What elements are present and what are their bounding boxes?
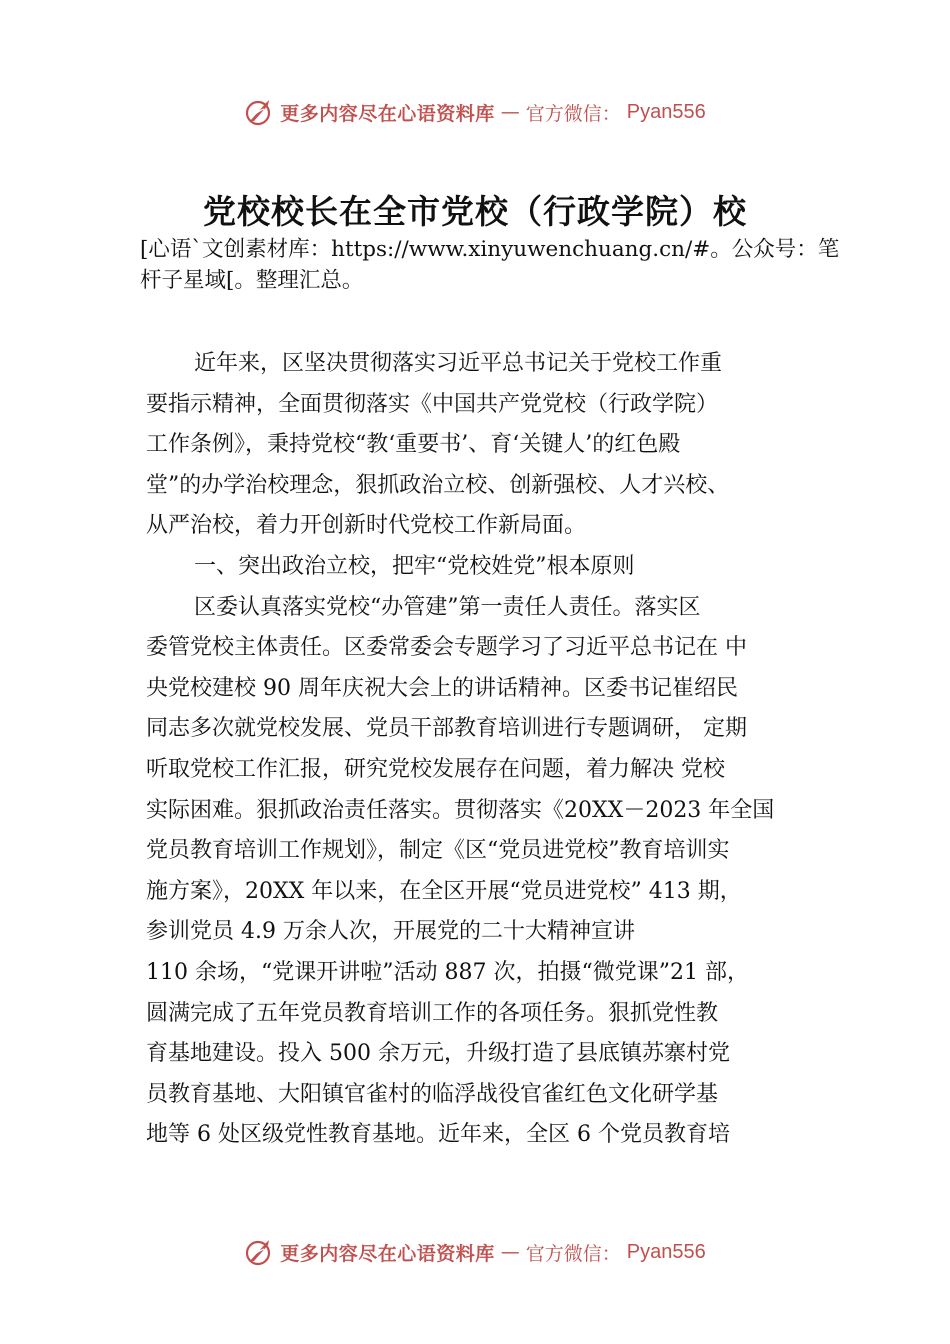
body-line: 从严治校，着力开创新时代党校工作新局面。 bbox=[146, 513, 587, 539]
banner-contact-id: Pyan556 bbox=[626, 100, 706, 123]
body-line: 党员教育培训工作规划》，制定《区“党员进党校”教育培训实 bbox=[146, 838, 730, 864]
body-line: 堂”的办学治校理念，狠抓政治立校、创新强校、人才兴校、 bbox=[146, 472, 730, 498]
quill-logo-icon bbox=[244, 1237, 274, 1267]
body-line: 要指示精神，全面贯彻落实《中国共产党党校（行政学院） bbox=[146, 391, 719, 417]
banner-text: 更多内容尽在心语资料库 bbox=[280, 1242, 495, 1265]
body-line: 区委认真落实党校“办管建”第一责任人责任。落实区 bbox=[194, 594, 701, 620]
body-line: 近年来，区坚决贯彻落实习近平总书记关于党校工作重 bbox=[194, 351, 723, 376]
body-line: 110 余场，“党课开讲啦”活动 887 次，拍摄“微党课”21 部， bbox=[146, 959, 749, 985]
banner-text: 更多内容尽在心语资料库 bbox=[280, 102, 495, 125]
document-body bbox=[146, 344, 826, 1156]
header-banner bbox=[0, 92, 950, 132]
body-line: 施方案》，20XX 年以来，在全区开展“党员进党校” 413 期， bbox=[146, 878, 742, 904]
banner-contact-label: 官方微信： bbox=[525, 102, 621, 125]
body-line: 央党校建校 90 周年庆祝大会上的讲话精神。区委书记崔绍民 bbox=[146, 675, 738, 701]
body-line: 参训党员 4.9 万余人次，开展党的二十大精神宣讲 bbox=[146, 919, 635, 945]
body-line: 员教育基地、大阳镇官雀村的临浮战役官雀红色文化研学基 bbox=[146, 1081, 719, 1107]
body-line: 委管党校主体责任。区委常委会专题学习了习近平总书记在 中 bbox=[146, 635, 747, 661]
body-line: 工作条例》，秉持党校“教‘重要书’、育‘关键人’的红色殿 bbox=[146, 432, 681, 458]
banner-contact-id: Pyan556 bbox=[626, 1240, 706, 1263]
body-line: 听取党校工作汇报，研究党校发展存在问题，着力解决 党校 bbox=[146, 756, 725, 782]
section-heading: 一、突出政治立校，把牢“党校姓党”根本原则 bbox=[194, 553, 635, 579]
banner-contact-label: 官方微信： bbox=[525, 1242, 621, 1265]
source-line: [心语`文创素材库：https://www.xinyuwenchuang.cn/#。公众号：笔杆子星域[。整理汇总。 bbox=[140, 237, 840, 293]
body-line: 实际困难。狠抓政治责任落实。贯彻落实《20XX－2023 年全国 bbox=[146, 797, 775, 823]
banner-separator: — bbox=[500, 101, 520, 123]
body-line: 地等 6 处区级党性教育基地。近年来，全区 6 个党员教育培 bbox=[146, 1122, 730, 1148]
footer-banner bbox=[0, 1232, 950, 1272]
body-line: 圆满完成了五年党员教育培训工作的各项任务。狠抓党性教 bbox=[146, 1000, 719, 1026]
banner-separator: — bbox=[500, 1241, 520, 1263]
document-title: 党校校长在全市党校（行政学院）校 bbox=[203, 192, 747, 231]
body-line: 同志多次就党校发展、党员干部教育培训进行专题调研， 定期 bbox=[146, 716, 747, 742]
quill-logo-icon bbox=[244, 97, 274, 127]
body-line: 育基地建设。投入 500 余万元，升级打造了县底镇苏寨村党 bbox=[146, 1041, 730, 1067]
